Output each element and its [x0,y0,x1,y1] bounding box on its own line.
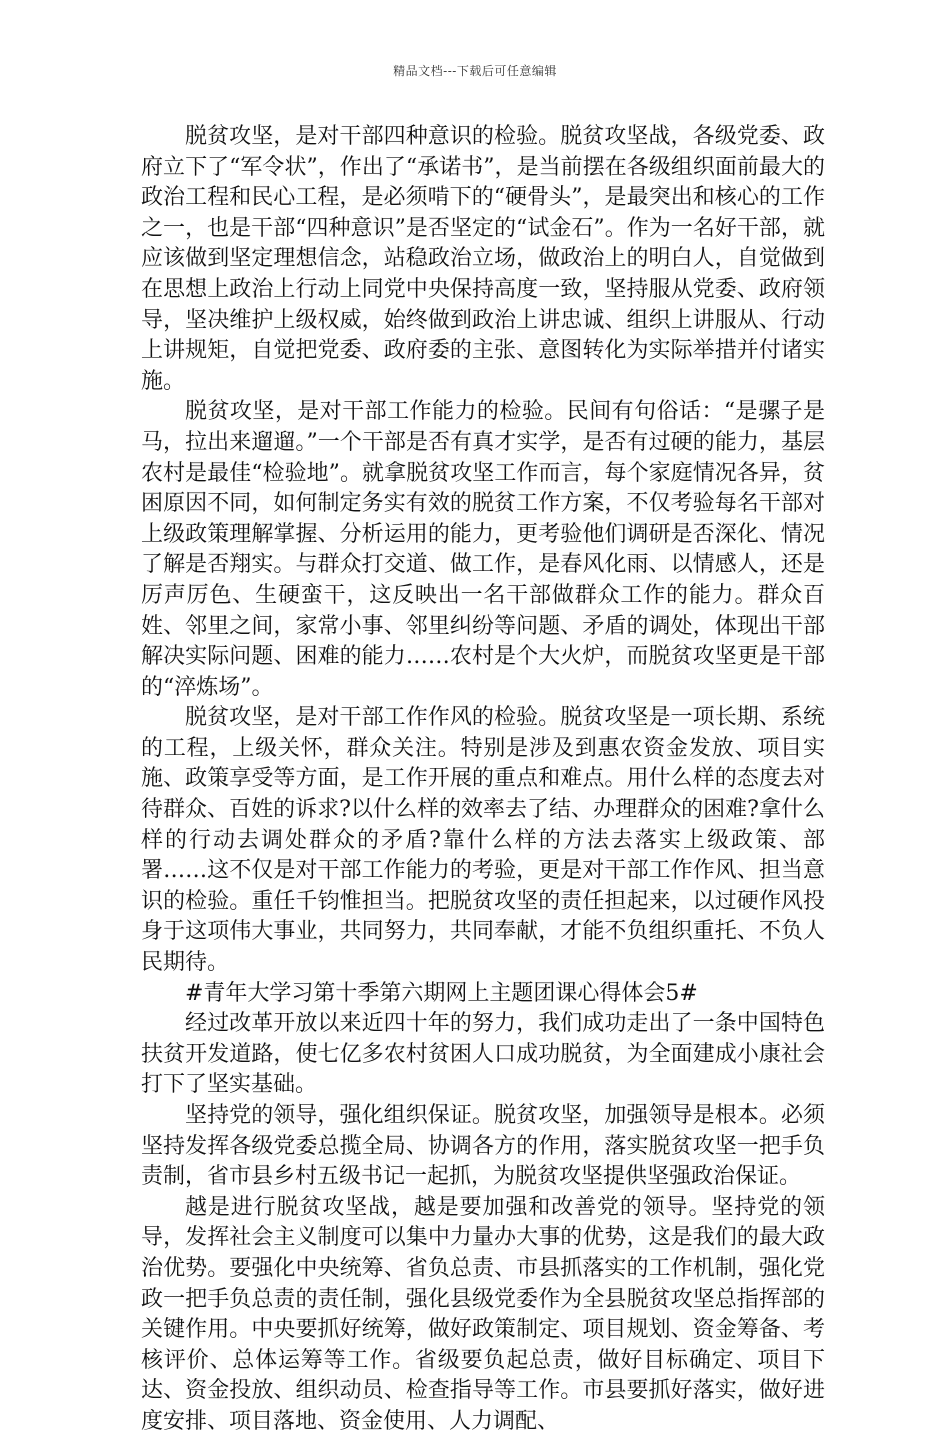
paragraph: 脱贫攻坚，是对干部四种意识的检验。脱贫攻坚战，各级党委、政府立下了“军令状”，作出了“承诺书”，是当前摆在各级组织面前最大的政治工程和民心工程，是必须啃下的“硬骨头”，是最突出和核心的工作之一，也是干部“四种意识”是否坚定的“试金石”。作为一名好干部，就应该做到坚定理想信念，站稳政治立场，做政治上的明白人，自觉做到在思想上政治上行动上同党中央保持高度一致，坚持服从党委、政府领导，坚决维护上级权威，始终做到政治上讲忠诚、组织上讲服从、行动上讲规矩，自觉把党委、政府委的主张、意图转化为实际举措并付诸实施。 [141,124,825,394]
page-header: 精品文档---下载后可任意编辑 [393,64,557,78]
section-heading: #青年大学习第十季第六期网上主题团课心得体会5# [185,980,698,1006]
document-body [141,122,825,1438]
paragraph: 脱贫攻坚，是对干部工作作风的检验。脱贫攻坚是一项长期、系统的工程，上级关怀，群众关注。特别是涉及到惠农资金发放、项目实施、政策享受等方面，是工作开展的重点和难点。用什么样的态度去对待群众、百姓的诉求?以什么样的效率去了结、办理群众的困难?拿什么样的行动去调处群众的矛盾?靠什么样的方法去落实上级政策、部署……这不仅是对干部工作能力的考验，更是对干部工作作风、担当意识的检验。重任千钧惟担当。把脱贫攻坚的责任担起来，以过硬作风投身于这项伟大事业，共同努力，共同奉献，才能不负组织重托、不负人民期待。 [141,705,825,976]
paragraph: 经过改革开放以来近四十年的努力，我们成功走出了一条中国特色扶贫开发道路，使七亿多农村贫困人口成功脱贫，为全面建成小康社会打下了坚实基础。 [141,1011,825,1098]
paragraph: 脱贫攻坚，是对干部工作能力的检验。民间有句俗话：“是骡子是马，拉出来遛遛。”一个干部是否有真才实学，是否有过硬的能力，基层农村是最佳“检验地”。就拿脱贫攻坚工作而言，每个家庭情况各异，贫困原因不同，如何制定务实有效的脱贫工作方案，不仅考验每名干部对上级政策理解掌握、分析运用的能力，更考验他们调研是否深化、情况了解是否翔实。与群众打交道、做工作，是春风化雨、以情感人，还是厉声厉色、生硬蛮干，这反映出一名干部做群众工作的能力。群众百姓、邻里之间，家常小事、邻里纠纷等问题、矛盾的调处，体现出干部解决实际问题、困难的能力……农村是个大火炉，而脱贫攻坚更是干部的“淬炼场”。 [141,399,825,700]
paragraph: 越是进行脱贫攻坚战，越是要加强和改善党的领导。坚持党的领导，发挥社会主义制度可以集中力量办大事的优势，这是我们的最大政治优势。要强化中央统筹、省负总责、市县抓落实的工作机制，强化党政一把手负总责的责任制，强化县级党委作为全县脱贫攻坚总指挥部的关键作用。中央要抓好统筹，做好政策制定、项目规划、资金筹备、考核评价、总体运筹等工作。省级要负起总责，做好目标确定、项目下达、资金投放、组织动员、检查指导等工作。市县要抓好落实，做好进度安排、项目落地、资金使用、人力调配、 [141,1194,825,1434]
paragraph: 坚持党的领导，强化组织保证。脱贫攻坚，加强领导是根本。必须坚持发挥各级党委总揽全局、协调各方的作用，落实脱贫攻坚一把手负责制，省市县乡村五级书记一起抓，为脱贫攻坚提供坚强政治保证。 [141,1103,825,1190]
